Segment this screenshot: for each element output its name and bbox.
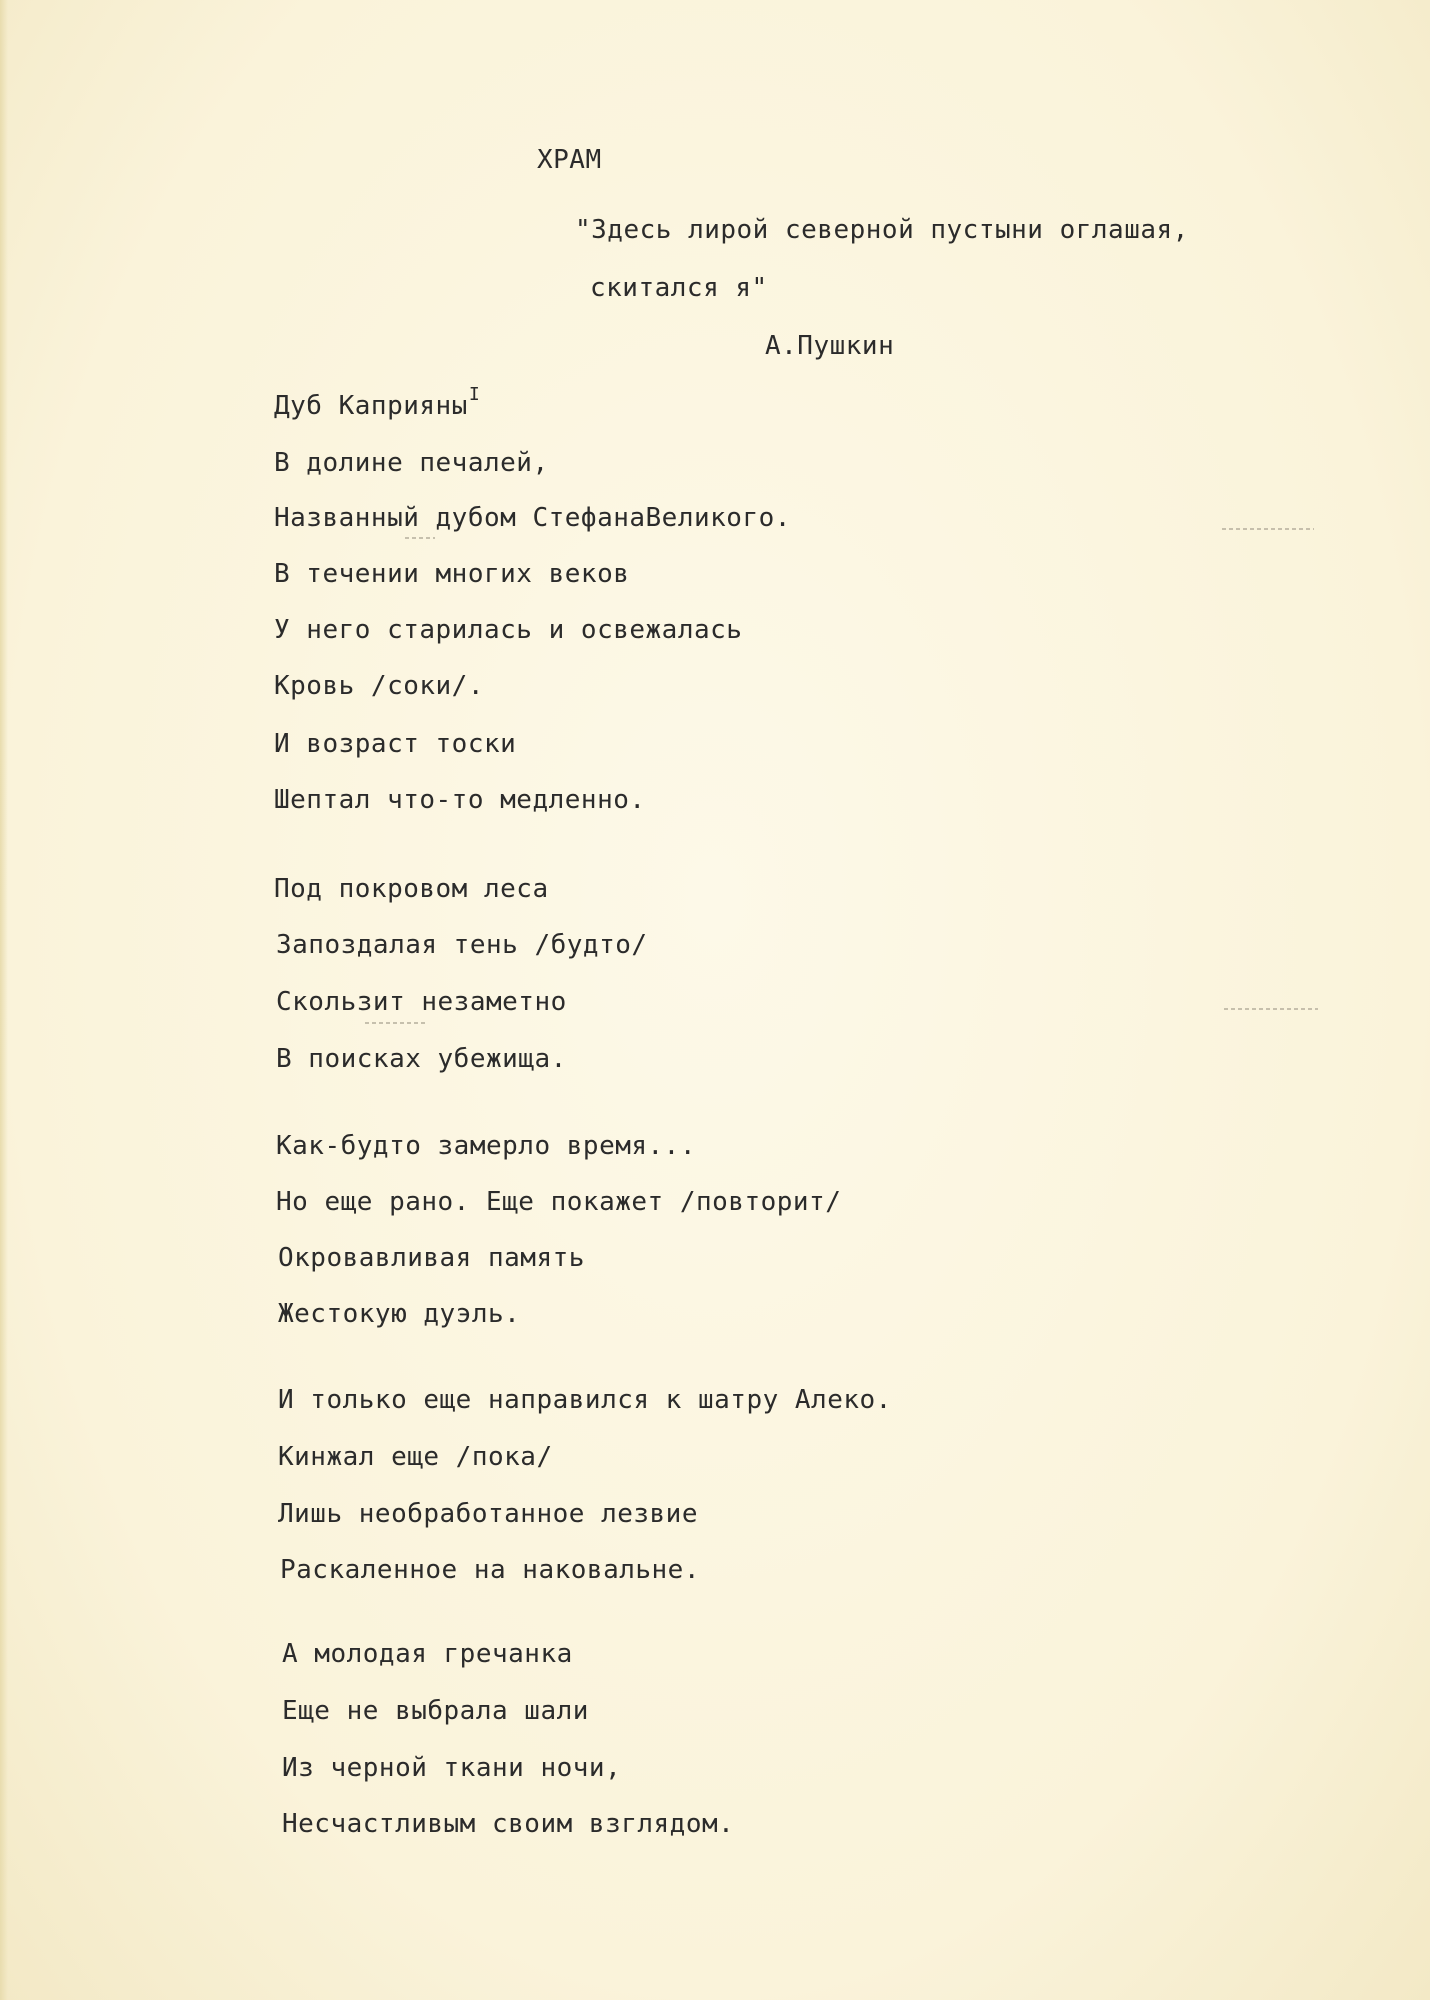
epigraph-line-2: скитался я" [590,273,768,303]
poem-line: Жестокую дуэль. [278,1299,521,1329]
poem-line: Еще не выбрала шали [282,1696,589,1726]
poem-line: Несчастливым своим взглядом. [282,1809,735,1839]
poem-line: У него старилась и освежалась [274,615,743,645]
poem-line: Скользит незаметно [276,987,567,1017]
epigraph-author: А.Пушкин [765,331,895,361]
poem-line: Лишь необработанное лезвие [278,1499,698,1529]
poem-line: В поисках убежища. [276,1044,567,1074]
ink-dash-mark [405,537,435,539]
poem-line: В течении многих веков [274,559,630,589]
ink-dash-mark [365,1022,425,1024]
poem-line: Раскаленное на наковальне. [280,1555,700,1585]
poem-line [274,384,481,425]
epigraph-line-1: "Здесь лирой северной пустыни оглашая, [575,215,1189,245]
poem-line: Шептал что-то медленно. [274,785,646,815]
poem-line: Как-будто замерло время... [276,1131,696,1161]
poem-line: Кровь /соки/. [274,671,484,701]
poem-line: Но еще рано. Еще покажет /повторит/ [276,1187,842,1217]
poem-line: И только еще направился к шатру Алеко. [278,1385,892,1415]
poem-line: Запоздалая тень /будто/ [276,930,648,960]
poem-title: ХРАМ [537,145,602,175]
poem-line: Под покровом леса [274,874,549,904]
poem-line-text: Дуб Каприяны [274,391,468,421]
footnote-mark: I [468,384,481,405]
poem-line: Кинжал еще /пока/ [278,1442,553,1472]
poem-line: Названный дубом СтефанаВеликого. [274,503,791,533]
poem-line: В долине печалей, [274,448,549,478]
poem-line: А молодая гречанка [282,1639,573,1669]
margin-dash-mark [1224,1008,1318,1010]
poem-line: Из черной ткани ночи, [282,1753,622,1783]
poem-line: И возраст тоски [274,729,517,759]
page-edge-shadow [0,0,8,2000]
poem-line: Окровавливая память [278,1243,585,1273]
margin-dash-mark [1222,528,1314,530]
